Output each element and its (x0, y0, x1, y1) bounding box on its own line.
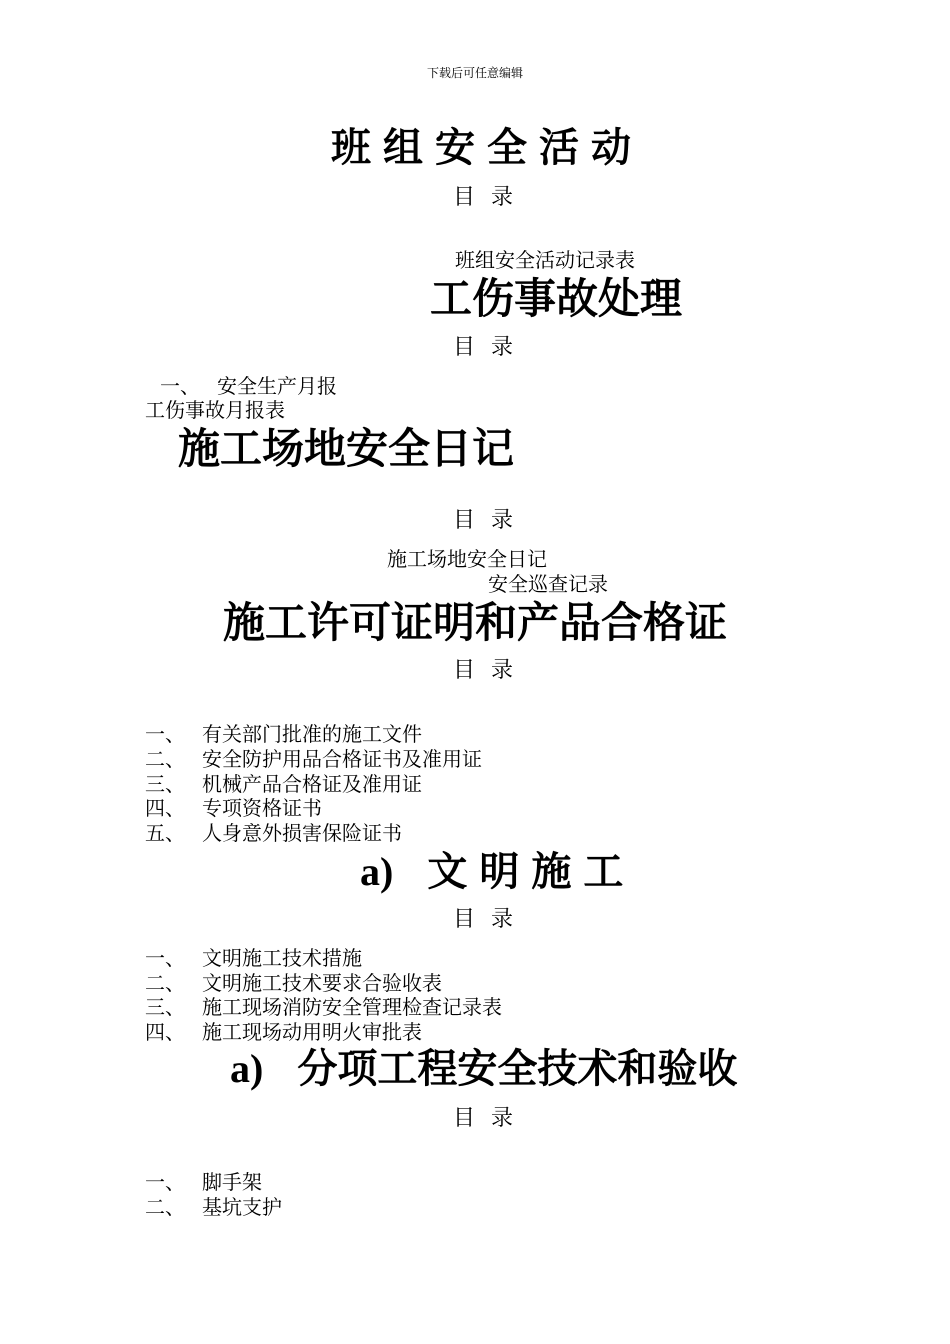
list-item-label: 文明施工技术措施 (202, 946, 362, 970)
list-item-label: 安全生产月报 (217, 374, 337, 398)
page-header: 下载后可任意编辑 (426, 66, 523, 80)
section-marker: a) (230, 1046, 264, 1091)
toc-heading: 目录 (452, 1106, 529, 1131)
list-item-number: 四、 (145, 1020, 185, 1044)
list-item-label: 施工现场动用明火审批表 (202, 1020, 422, 1044)
toc-heading: 目录 (452, 185, 529, 210)
list-item-number: 二、 (145, 1195, 185, 1219)
list-item (145, 997, 502, 1017)
list-item-label: 文明施工技术要求合验收表 (202, 971, 442, 995)
toc-heading: 目录 (452, 658, 529, 683)
list-item-label: 机械产品合格证及准用证 (202, 772, 422, 796)
list-item-number: 四、 (145, 796, 185, 820)
list-item-number: 一、 (145, 722, 185, 746)
list-item (145, 798, 322, 818)
list-item-number: 三、 (145, 995, 185, 1019)
list-item (145, 1197, 282, 1217)
list-item (145, 724, 422, 744)
list-item-label: 脚手架 (202, 1170, 262, 1194)
list-item-label: 有关部门批准的施工文件 (202, 722, 422, 746)
section-marker: a) (360, 849, 394, 894)
toc-heading: 目录 (452, 907, 529, 932)
list-item (145, 774, 422, 794)
list-item-label: 专项资格证书 (202, 796, 322, 820)
toc-heading: 目录 (452, 335, 529, 360)
section-title-subprojects (230, 1045, 738, 1092)
list-item (145, 1022, 422, 1042)
list-item-number: 一、 (145, 946, 185, 970)
record-line: 安全巡查记录 (488, 572, 608, 596)
list-item (145, 948, 362, 968)
toc-heading: 目录 (452, 508, 529, 533)
section-title-site-diary: 施工场地安全日记 (178, 424, 515, 473)
list-item-number: 一、 (145, 1170, 185, 1194)
list-item-number: 二、 (145, 971, 185, 995)
list-item (145, 749, 482, 769)
section-title-permits: 施工许可证明和产品合格证 (222, 598, 727, 647)
list-item-number: 二、 (145, 747, 185, 771)
record-line: 施工场地安全日记 (387, 547, 547, 571)
list-item-number: 五、 (145, 821, 185, 845)
list-item-number: 一、 (160, 374, 200, 398)
list-item-label: 基坑支护 (202, 1195, 282, 1219)
section-title-civilized (360, 848, 636, 895)
list-item (145, 823, 402, 843)
record-line: 工伤事故月报表 (145, 398, 285, 422)
section-title-text: 文明施工 (427, 848, 636, 895)
list-item-number: 三、 (145, 772, 185, 796)
list-item-label: 施工现场消防安全管理检查记录表 (202, 995, 502, 1019)
list-item-label: 人身意外损害保险证书 (202, 821, 402, 845)
section-title-text: 分项工程安全技术和验收 (297, 1045, 738, 1092)
list-item (160, 376, 337, 396)
record-line: 班组安全活动记录表 (455, 248, 635, 272)
list-item-label: 安全防护用品合格证书及准用证 (202, 747, 482, 771)
section-title-team-safety: 班组安全活动 (331, 124, 643, 171)
section-title-injury: 工伤事故处理 (430, 274, 683, 323)
list-item (145, 973, 442, 993)
list-item (145, 1172, 262, 1192)
